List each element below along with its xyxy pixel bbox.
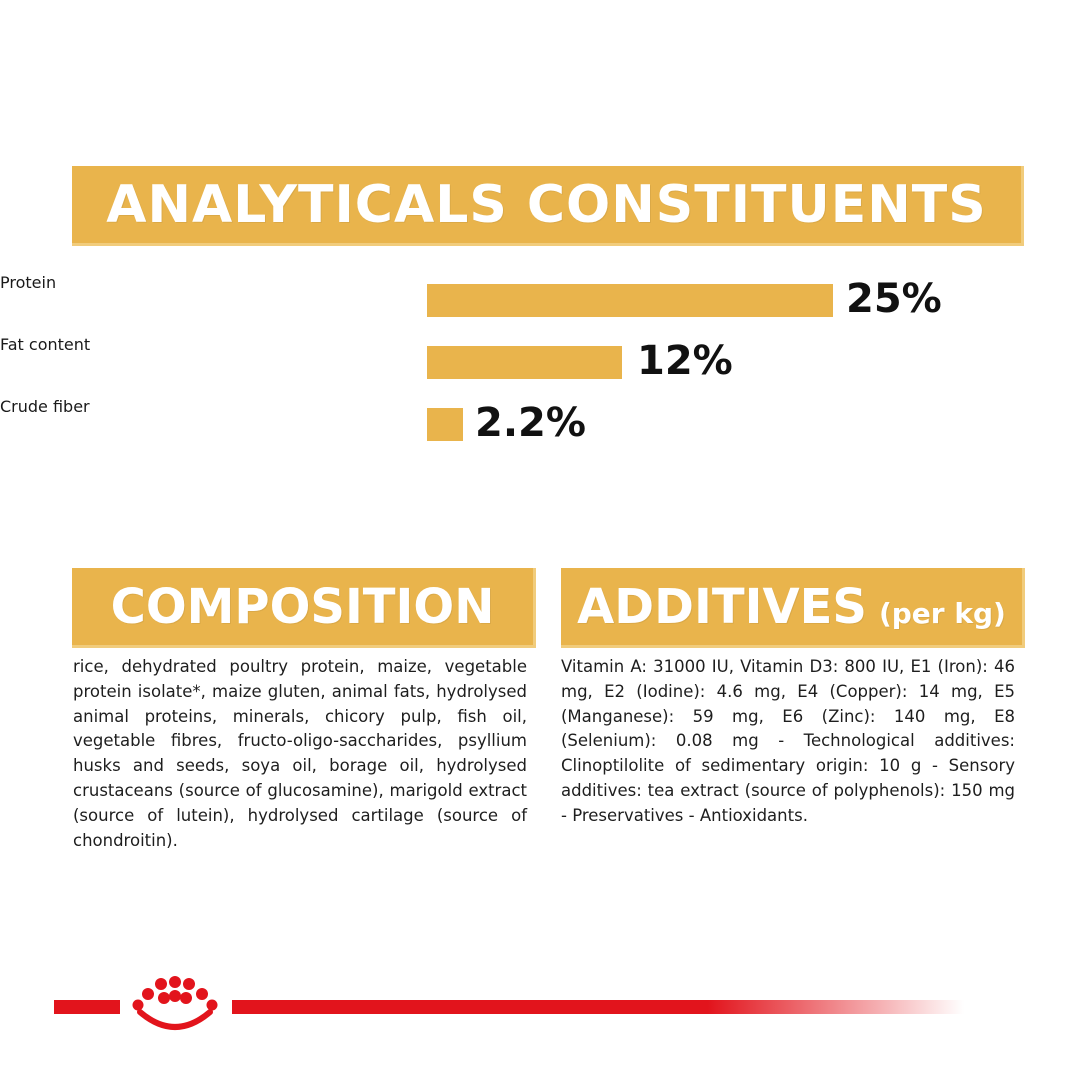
composition-title: COMPOSITION [110, 578, 495, 635]
additives-subtitle: (per kg) [878, 597, 1006, 630]
fiber-label: Crude fiber [0, 397, 90, 416]
fiber-bar [427, 408, 463, 441]
analyticals-banner [72, 166, 1024, 246]
composition-text: rice, dehydrated poultry protein, maize, vegetable protein isolate*, maize gluten, animal fats, hydrolysed animal proteins, minerals, chicory pulp, fish oil, vegetable fibres, fructo-oligo-saccharides, psyllium husks and seeds, soya oil, borage oil, hydrolysed crustaceans (source of glucosamine), marigold extract (source of lutein), hydrolysed cartilage (source of chondroitin). [73, 657, 527, 850]
composition-banner [72, 568, 536, 648]
additives-title: ADDITIVES [577, 578, 867, 635]
protein-label: Protein [0, 273, 57, 292]
additives-banner [561, 568, 1025, 648]
additives-text: Vitamin A: 31000 IU, Vitamin D3: 800 IU, E1 (Iron): 46 mg, E2 (Iodine): 4.6 mg, E4 (Copper): 14 mg, E5 (Manganese): 59 mg, E6 (Zinc): 140 mg, E8 (Selenium): 0.08 mg - Technological additives: Clinoptilolite of sedimentary origin: 10 g - Sensory additives: tea extract (source of polyphenols): 150 mg - Preservatives - Antioxidants. [561, 657, 1015, 825]
fiber-value: 2.2% [475, 400, 586, 446]
protein-value: 25% [846, 276, 942, 322]
analyticals-title: ANALYTICALS CONSTITUENTS [106, 174, 987, 235]
fat-value: 12% [637, 338, 733, 384]
brand-line-right [232, 1000, 964, 1014]
protein-bar [427, 284, 833, 317]
brand-line-left [54, 1000, 120, 1014]
royal-crown-logo-icon [120, 972, 230, 1036]
fat-label: Fat content [0, 335, 91, 354]
fat-bar [427, 346, 622, 379]
